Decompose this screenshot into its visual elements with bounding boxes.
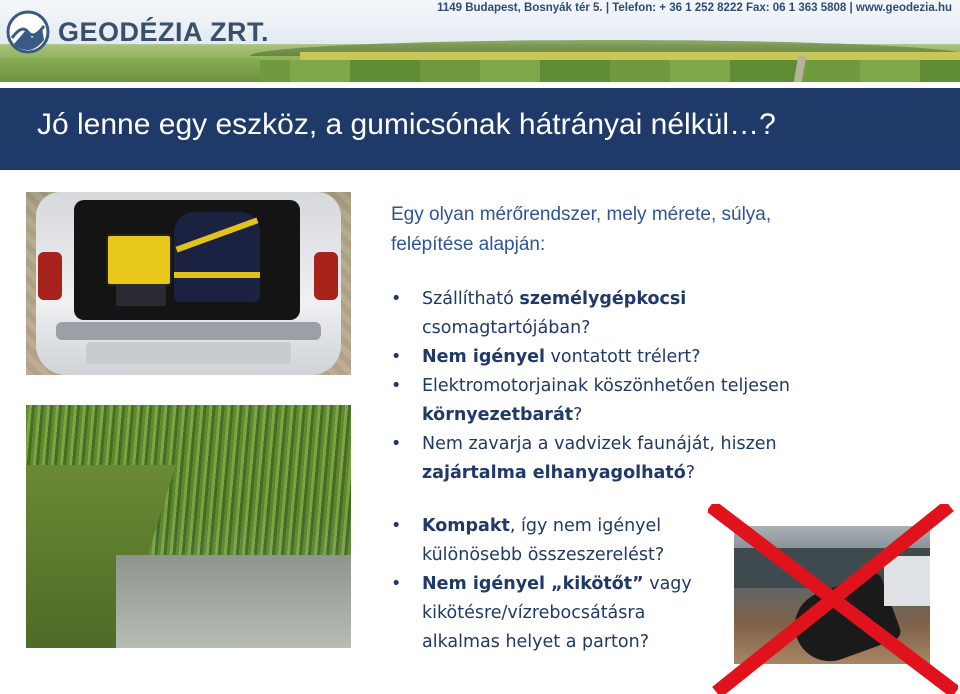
intro-line: Egy olyan mérőrendszer, mely mérete, súlya, (391, 204, 772, 225)
slide-title: Jó lenne egy eszköz, a gumicsónak hátrányai nélkül…? (37, 108, 776, 141)
company-name: GEODÉZIA ZRT. (58, 16, 270, 47)
yellow-case (106, 234, 172, 286)
bullet-item: • Nem igényel „kikötőt” vagy kikötésre/vízrebocsátásra alkalmas helyet a parton? (391, 570, 721, 657)
bullet-item: • Szállítható személygépkocsi csomagtartójában? (391, 285, 831, 343)
red-x-cross-icon (708, 504, 958, 694)
dark-case (116, 284, 166, 306)
title-bar (0, 88, 960, 170)
tail-light (38, 252, 62, 300)
company-logo (6, 10, 269, 54)
banner-road (780, 56, 820, 82)
bag-stripe (174, 272, 260, 278)
intro-line: felépítése alapján: (391, 234, 546, 255)
bumper-lower (86, 342, 291, 364)
banner-field (230, 60, 960, 82)
tail-light (314, 252, 338, 300)
bullet-list-top (391, 285, 831, 488)
bullet-list-bottom (391, 512, 721, 657)
bullet-item: • Elektromotorjainak köszönhetően teljesen környezetbarát? (391, 372, 831, 430)
car-trunk-photo (26, 192, 351, 375)
bullet-item: • Nem igényel vontatott trélert? (391, 343, 831, 372)
bullet-item: • Nem zavarja a vadvizek faunáját, hiszen zajártalma elhanyagolható? (391, 430, 831, 488)
river-water (116, 555, 351, 648)
intro-text (391, 200, 861, 260)
banner-field (0, 58, 260, 82)
bullet-item: • Kompakt, így nem igényel különösebb összeszerelést? (391, 512, 721, 570)
header-banner (0, 0, 960, 82)
bumper (56, 322, 321, 340)
geodezia-globe-logo-icon (6, 10, 50, 54)
river-reeds-photo (26, 405, 351, 648)
contact-line: 1149 Budapest, Bosnyák tér 5. | Telefon: + 36 1 252 8222 Fax: 06 1 363 5808 | www.geodezia.hu (437, 2, 952, 14)
